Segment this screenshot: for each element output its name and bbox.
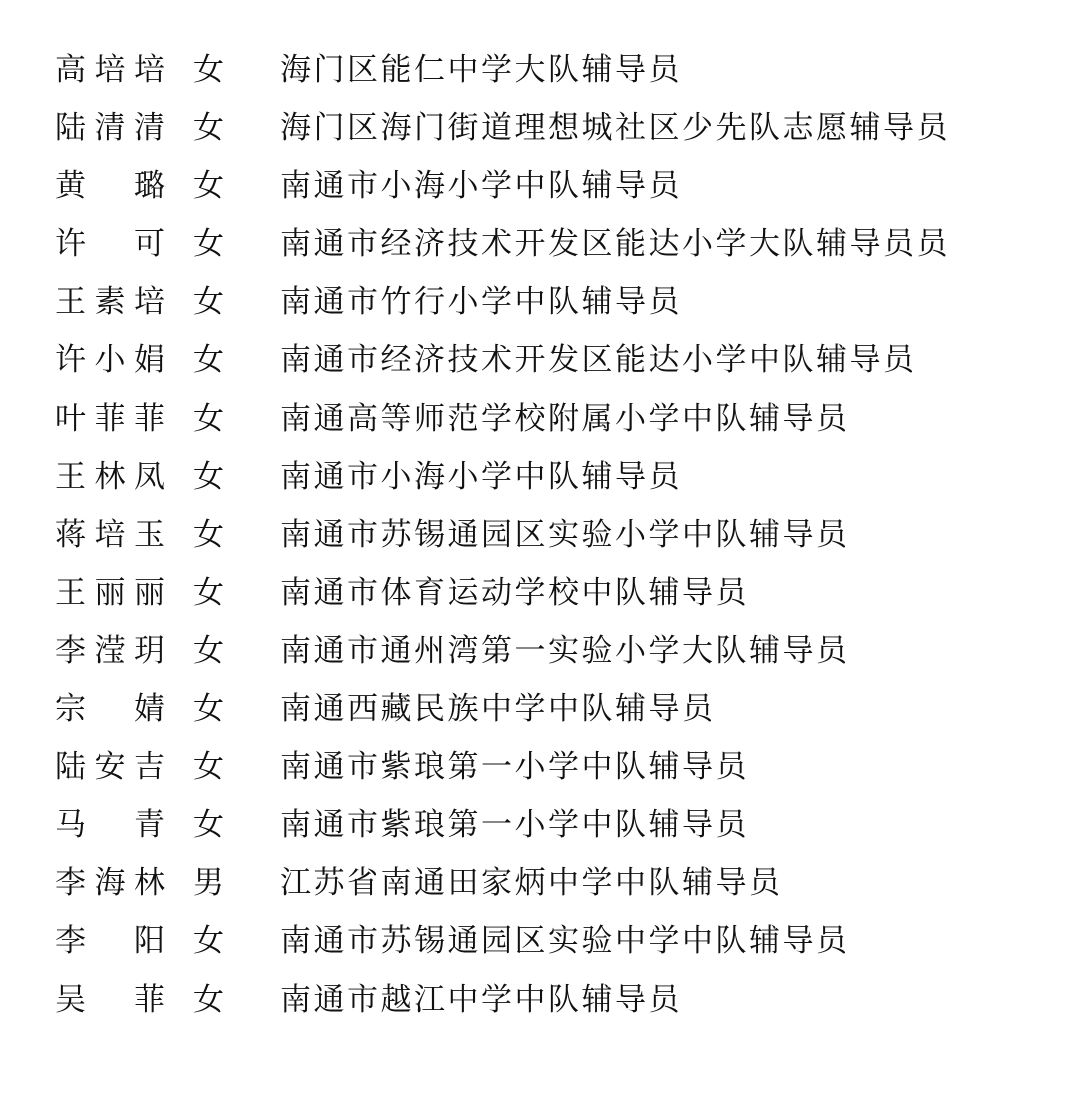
name-char: 王 <box>55 284 86 321</box>
person-organization: 南通市小海小学中队辅导员 <box>280 458 682 495</box>
person-gender: 女 <box>193 400 227 437</box>
name-char: 菲 <box>134 981 165 1018</box>
name-char: 吴 <box>55 981 86 1018</box>
person-gender: 女 <box>193 168 227 205</box>
list-item <box>55 99 1055 157</box>
person-organization: 南通市体育运动学校中队辅导员 <box>280 574 749 611</box>
person-gender: 女 <box>193 226 227 263</box>
name-char: 培 <box>134 284 165 321</box>
person-organization: 南通市紫琅第一小学中队辅导员 <box>280 807 749 844</box>
name-char: 叶 <box>55 400 86 437</box>
name-char: 吉 <box>134 749 165 786</box>
person-name <box>55 331 165 389</box>
person-organization: 南通市紫琅第一小学中队辅导员 <box>280 749 749 786</box>
name-char: 丽 <box>134 574 165 611</box>
list-item <box>55 971 1055 1029</box>
person-organization: 南通市越江中学中队辅导员 <box>280 981 682 1018</box>
person-name <box>55 215 165 273</box>
person-organization: 南通市苏锡通园区实验小学中队辅导员 <box>280 516 850 553</box>
person-gender: 女 <box>193 632 227 669</box>
person-gender: 女 <box>193 52 227 88</box>
person-gender: 女 <box>193 284 227 321</box>
person-organization: 南通高等师范学校附属小学中队辅导员 <box>280 400 850 437</box>
list-item <box>55 680 1055 738</box>
list-item <box>55 738 1055 796</box>
person-name <box>55 506 165 564</box>
name-char: 小 <box>94 342 126 379</box>
person-gender: 女 <box>193 923 227 960</box>
person-name <box>55 448 165 506</box>
list-item <box>55 448 1055 506</box>
person-name <box>55 390 165 448</box>
name-list <box>55 41 1055 1029</box>
person-organization: 南通市经济技术开发区能达小学大队辅导员员 <box>280 226 950 263</box>
name-char: 林 <box>134 865 165 902</box>
list-item <box>55 622 1055 680</box>
list-item <box>55 854 1055 912</box>
person-organization: 南通西藏民族中学中队辅导员 <box>280 691 716 728</box>
list-item <box>55 390 1055 448</box>
person-organization: 南通市竹行小学中队辅导员 <box>280 284 682 321</box>
list-item <box>55 273 1055 331</box>
name-char: 陆 <box>55 749 86 786</box>
name-char: 璐 <box>134 168 165 205</box>
name-char: 阳 <box>134 923 165 960</box>
name-char: 黄 <box>55 168 86 205</box>
person-name <box>55 854 165 912</box>
name-char: 李 <box>55 632 86 669</box>
person-gender: 女 <box>193 749 227 786</box>
name-char: 青 <box>134 807 165 844</box>
name-char: 玥 <box>134 632 165 669</box>
person-organization: 南通市经济技术开发区能达小学中队辅导员 <box>280 342 917 379</box>
person-name <box>55 738 165 796</box>
list-item <box>55 564 1055 622</box>
name-char: 蒋 <box>55 516 86 553</box>
name-char: 娟 <box>134 342 165 379</box>
person-gender: 女 <box>193 574 227 611</box>
list-item <box>55 41 1055 99</box>
person-name <box>55 912 165 970</box>
person-gender: 女 <box>193 342 227 379</box>
name-char: 菲 <box>94 400 126 437</box>
name-char: 马 <box>55 807 86 844</box>
name-char: 安 <box>94 749 126 786</box>
person-gender: 女 <box>193 691 227 728</box>
person-name <box>55 41 165 99</box>
person-gender: 女 <box>193 807 227 844</box>
person-gender: 女 <box>193 110 227 147</box>
person-gender: 女 <box>193 516 227 553</box>
person-organization: 南通市苏锡通园区实验中学中队辅导员 <box>280 923 850 960</box>
name-char: 海 <box>94 865 126 902</box>
name-char: 可 <box>134 226 165 263</box>
name-char: 宗 <box>55 691 86 728</box>
name-char: 林 <box>94 458 126 495</box>
name-char: 滢 <box>94 632 126 669</box>
name-char: 清 <box>134 110 165 147</box>
person-name <box>55 273 165 331</box>
name-char: 王 <box>55 458 86 495</box>
name-char: 许 <box>55 342 86 379</box>
name-char: 凤 <box>134 458 165 495</box>
name-char: 李 <box>55 865 86 902</box>
person-gender: 女 <box>193 458 227 495</box>
name-char: 丽 <box>94 574 126 611</box>
person-name <box>55 99 165 157</box>
person-organization: 南通市通州湾第一实验小学大队辅导员 <box>280 632 850 669</box>
list-item <box>55 796 1055 854</box>
person-gender: 男 <box>193 865 227 902</box>
person-organization: 海门区海门街道理想城社区少先队志愿辅导员 <box>280 110 950 147</box>
name-char: 高 <box>55 52 86 88</box>
person-name <box>55 157 165 215</box>
person-organization: 江苏省南通田家炳中学中队辅导员 <box>280 865 783 902</box>
person-gender: 女 <box>193 981 227 1018</box>
person-name <box>55 971 165 1029</box>
list-item <box>55 506 1055 564</box>
list-item <box>55 331 1055 389</box>
list-item <box>55 912 1055 970</box>
name-char: 素 <box>94 284 126 321</box>
name-char: 培 <box>94 516 126 553</box>
person-name <box>55 622 165 680</box>
name-char: 王 <box>55 574 86 611</box>
person-name <box>55 680 165 738</box>
person-organization: 海门区能仁中学大队辅导员 <box>280 52 682 88</box>
name-char: 菲 <box>134 400 165 437</box>
person-name <box>55 564 165 622</box>
name-char: 许 <box>55 226 86 263</box>
name-char: 陆 <box>55 110 86 147</box>
person-organization: 南通市小海小学中队辅导员 <box>280 168 682 205</box>
name-char: 培 <box>94 52 126 88</box>
list-item <box>55 215 1055 273</box>
name-char: 培 <box>134 52 165 88</box>
name-char: 李 <box>55 923 86 960</box>
name-char: 清 <box>94 110 126 147</box>
name-char: 婧 <box>134 691 165 728</box>
list-item <box>55 157 1055 215</box>
person-name <box>55 796 165 854</box>
name-char: 玉 <box>134 516 165 553</box>
